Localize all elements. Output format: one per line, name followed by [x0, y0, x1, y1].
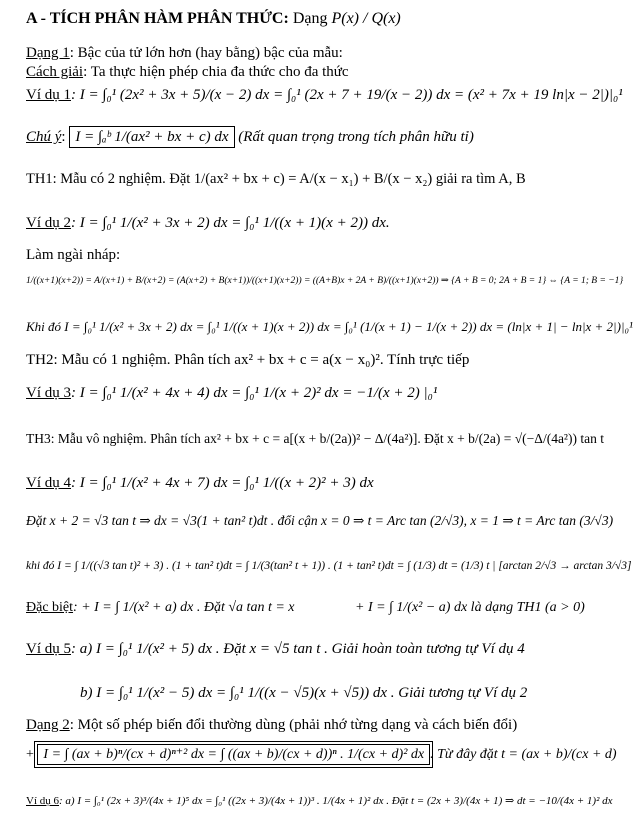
dang2-line: [26, 716, 517, 734]
vd4-line: [26, 474, 374, 492]
dang1-label: Dạng 1: [26, 45, 70, 61]
dang2-after: . Từ đây đặt t = (ax + b)/(cx + d): [430, 747, 617, 762]
vd3-label: Ví dụ 3: [26, 385, 71, 401]
vd5a-formula: : a) I = ∫₀¹ 1/(x² + 5) dx . Đặt x = √5 tan t . Giải hoàn toàn tương tự Ví dụ 4: [71, 641, 525, 657]
nhap-line: [26, 246, 120, 264]
dang2-plus: +: [26, 747, 34, 762]
vd5a-label: Ví dụ 5: [26, 641, 71, 657]
vd1-line: [26, 86, 623, 104]
vd4-formula: : I = ∫₀¹ 1/(x² + 4x + 7) dx = ∫₀¹ 1/((x + 2)² + 3) dx: [71, 475, 374, 491]
dacbiet-text: : + I = ∫ 1/(x² + a) dx . Đặt √a tan t = x: [73, 600, 295, 615]
khido2-text: khi đó I = ∫ 1/((√3 tan t)² + 3) . (1 + tan² t)dt = ∫ 1/(3(tan² t + 1)) . (1 + tan² t)dt = ∫ (1/3) dt = (1/3) t | [arctan 2/√3 → arctan 3/√3]: [26, 560, 632, 572]
vd5b-line: [80, 684, 527, 702]
dang1-line: [26, 44, 343, 62]
dacbiet-line: [26, 599, 295, 617]
cachgiai-label: Cách giải: [26, 64, 84, 80]
th1-line: [26, 170, 526, 188]
title-bold: A - TÍCH PHÂN HÀM PHÂN THỨC:: [26, 10, 289, 27]
chuy-line: Chú ý: I = ∫ₐᵇ 1/(ax² + bx + c) dx (Rất quan trọng trong tích phân hữu tỉ): [26, 128, 474, 146]
dat-text: Đặt x + 2 = √3 tan t ⇒ dx = √3(1 + tan² t)dt . đổi cận x = 0 ⇒ t = Arc tan (2/√3), x = 1 ⇒ t = Arc tan (3/√3): [26, 513, 614, 528]
vd6-formula: : a) I = ∫₀¹ (2x + 3)³/(4x + 1)⁵ dx = ∫₀¹ ((2x + 3)/(4x + 1))³ . 1/(4x + 1)² dx . Đặt t = (2x + 3)/(4x + 1) ⇒ dt = −10/(4x + 1)² dx: [59, 795, 613, 807]
section-title: [26, 10, 401, 28]
dang2-formula-box: I = ∫ (ax + b)ⁿ/(cx + d)ⁿ⁺² dx = ∫ ((ax + b)/(cx + d))ⁿ . 1/(cx + d)² dx: [37, 744, 430, 765]
th3-line: [26, 430, 604, 448]
nhap-equation: [26, 272, 623, 290]
vd6-line: [26, 792, 613, 810]
th1-text: TH1: Mẫu có 2 nghiệm. Đặt 1/(ax² + bx + c) = A/(x − x₁) + B/(x − x₂) giải ra tìm A, B: [26, 171, 526, 187]
vd3-formula: : I = ∫₀¹ 1/(x² + 4x + 4) dx = ∫₀¹ 1/(x + 2)² dx = −1/(x + 2) |₀¹: [71, 385, 438, 401]
dang2-text: : Một số phép biến đổi thường dùng (phải nhớ từng dạng và cách biến đổi): [69, 717, 518, 733]
chuy-formula: I = ∫ₐᵇ 1/(ax² + bx + c) dx: [69, 126, 234, 148]
dat-line: [26, 512, 613, 530]
th2-text: TH2: Mẫu có 1 nghiệm. Phân tích ax² + bx + c = a(x − x₀)². Tính trực tiếp: [26, 352, 470, 368]
chuy-label: Chú ý: [26, 129, 62, 145]
dacbiet-text2: + I = ∫ 1/(x² − a) dx là dạng TH1 (a > 0): [355, 600, 585, 615]
vd2-label: Ví dụ 2: [26, 215, 71, 231]
khido-text: Khi đó I = ∫₀¹ 1/(x² + 3x + 2) dx = ∫₀¹ 1/((x + 1)(x + 2)) dx = ∫₀¹ (1/(x + 1) − 1/(x + 2)) dx = (ln|x + 1| − ln|x + 2|)|₀¹: [26, 319, 633, 334]
th2-line: [26, 351, 469, 369]
vd6-label: Ví dụ 6: [26, 795, 59, 807]
vd5b-formula: b) I = ∫₀¹ 1/(x² − 5) dx = ∫₀¹ 1/((x − √5)(x + √5)) dx . Giải tương tự Ví dụ 2: [80, 685, 528, 701]
khido2-line: [26, 557, 631, 575]
dacbiet-line2: [355, 599, 585, 617]
vd1-label: Ví dụ 1: [26, 87, 71, 103]
cachgiai-line: [26, 63, 349, 81]
nhap-eq-text: 1/((x+1)(x+2)) = A/(x+1) + B/(x+2) = (A(x+2) + B(x+1))/((x+1)(x+2)) = ((A+B)x + 2A + B)/((x+1)(x+2)) ⇒ {A + B = 0; 2A + B = 1} ⇔ {A = 1; B = −1}: [26, 276, 624, 286]
th3-text: TH3: Mẫu vô nghiệm. Phân tích ax² + bx + c = a[(x + b/(2a))² − Δ/(4a²)]. Đặt x + b/(2a) = √(−Δ/(4a²)) tan t: [26, 431, 604, 446]
dang2-formula-line: [26, 746, 617, 764]
cachgiai-text: : Ta thực hiện phép chia đa thức cho đa thức: [83, 64, 349, 80]
vd2-line: [26, 214, 390, 232]
vd5a-line: [26, 640, 525, 658]
dacbiet-label: Đặc biệt: [26, 600, 74, 615]
vd1-formula: : I = ∫₀¹ (2x² + 3x + 5)/(x − 2) dx = ∫₀¹ (2x + 7 + 19/(x − 2)) dx = (x² + 7x + 19 ln|x − 2|)|₀¹: [71, 87, 623, 103]
title-form: P(x) / Q(x): [331, 10, 401, 27]
vd3-line: [26, 384, 437, 402]
vd2-formula: : I = ∫₀¹ 1/(x² + 3x + 2) dx = ∫₀¹ 1/((x + 1)(x + 2)) dx.: [71, 215, 390, 231]
title-rest: Dạng: [288, 10, 332, 27]
dang1-text: : Bậc của tử lớn hơn (hay bằng) bậc của mẫu:: [69, 45, 343, 61]
chuy-note: (Rất quan trọng trong tích phân hữu tỉ): [234, 129, 474, 145]
dang2-label: Dạng 2: [26, 717, 70, 733]
vd4-label: Ví dụ 4: [26, 475, 71, 491]
khido-line: [26, 318, 633, 336]
nhap-text: Làm ngài nháp:: [26, 247, 121, 263]
